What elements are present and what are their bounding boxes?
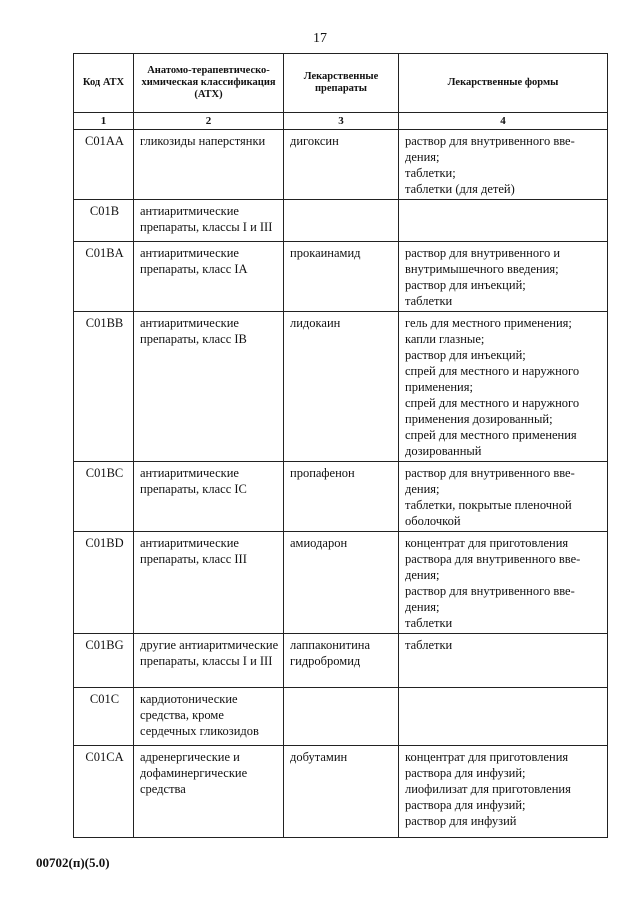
table-row — [74, 634, 608, 688]
dosage-forms-cell — [399, 462, 608, 532]
atc-code-cell: C01B — [74, 200, 134, 242]
table-row — [74, 746, 608, 838]
drug-name-cell: прокаинамид — [284, 242, 399, 312]
dosage-form-item: таблетки (для детей) — [405, 182, 515, 196]
classification-cell: антиаритмические препараты, класс III — [134, 532, 284, 634]
dosage-form-item: раствор для внутривенного вве-дения; — [405, 134, 575, 164]
drug-name-cell — [284, 688, 399, 746]
classification-cell: антиаритмические препараты, класс IC — [134, 462, 284, 532]
header-classification: Анатомо-терапевтическо-химическая классификация (АТХ) — [134, 54, 284, 113]
atc-code-cell: C01AA — [74, 130, 134, 200]
table-row — [74, 242, 608, 312]
atc-code-cell: C01BG — [74, 634, 134, 688]
column-number: 4 — [399, 113, 608, 130]
dosage-form-item: раствор для внутривенного вве-дения; — [405, 466, 575, 496]
drug-name-cell: пропафенон — [284, 462, 399, 532]
table-row — [74, 200, 608, 242]
table-row — [74, 462, 608, 532]
dosage-forms-cell — [399, 532, 608, 634]
atc-code-cell: C01BD — [74, 532, 134, 634]
dosage-forms-cell — [399, 242, 608, 312]
table-row — [74, 688, 608, 746]
dosage-form-item: раствор для инфузий — [405, 814, 517, 828]
header-code: Код АТХ — [74, 54, 134, 113]
atc-code-cell: C01BA — [74, 242, 134, 312]
dosage-form-item: таблетки; — [405, 166, 456, 180]
dosage-form-item: спрей для местного применения дозированный — [405, 428, 577, 458]
table-row — [74, 130, 608, 200]
column-number: 2 — [134, 113, 284, 130]
atc-table — [73, 53, 608, 838]
dosage-forms-cell — [399, 130, 608, 200]
drug-name-cell: амиодарон — [284, 532, 399, 634]
dosage-form-item: раствор для инъекций; — [405, 348, 526, 362]
dosage-forms-cell — [399, 200, 608, 242]
dosage-forms-cell — [399, 688, 608, 746]
table-row — [74, 312, 608, 462]
drug-name-cell — [284, 200, 399, 242]
header-forms: Лекарственные формы — [399, 54, 608, 113]
dosage-form-item: таблетки — [405, 294, 453, 308]
dosage-form-item: лиофилизат для приготовления раствора для инфузий; — [405, 782, 571, 812]
column-number-row — [74, 113, 608, 130]
atc-code-cell: C01BC — [74, 462, 134, 532]
dosage-form-item: спрей для местного и наружного применения; — [405, 364, 580, 394]
atc-code-cell: C01C — [74, 688, 134, 746]
drug-name-cell: лидокаин — [284, 312, 399, 462]
classification-cell: антиаритмические препараты, класс IA — [134, 242, 284, 312]
column-number: 1 — [74, 113, 134, 130]
dosage-form-item: таблетки — [405, 638, 453, 652]
dosage-form-item: раствор для внутривенного и внутримышечного введения; — [405, 246, 561, 276]
dosage-forms-cell — [399, 312, 608, 462]
dosage-forms-cell — [399, 746, 608, 838]
header-drugs: Лекарственные препараты — [284, 54, 399, 113]
header-row — [74, 54, 608, 113]
table-row — [74, 532, 608, 634]
drug-name-cell: лаппаконитина гидробромид — [284, 634, 399, 688]
column-number: 3 — [284, 113, 399, 130]
dosage-form-item: раствор для внутривенного вве-дения; — [405, 584, 575, 614]
dosage-form-item: концентрат для приготовления раствора для инфузий; — [405, 750, 569, 780]
dosage-form-item: гель для местного применения; — [405, 316, 572, 330]
atc-code-cell: C01CA — [74, 746, 134, 838]
classification-cell: антиаритмические препараты, класс IB — [134, 312, 284, 462]
page-number: 17 — [313, 31, 327, 46]
classification-cell: антиаритмические препараты, классы I и III — [134, 200, 284, 242]
atc-code-cell: C01BB — [74, 312, 134, 462]
dosage-form-item: таблетки, покрытые пленочной оболочкой — [405, 498, 572, 528]
dosage-form-item: раствор для инъекций; — [405, 278, 526, 292]
dosage-form-item: спрей для местного и наружного применения дозированный; — [405, 396, 580, 426]
classification-cell: адренергические и дофаминергические средства — [134, 746, 284, 838]
classification-cell: другие антиаритмические препараты, классы I и III — [134, 634, 284, 688]
classification-cell: гликозиды наперстянки — [134, 130, 284, 200]
dosage-form-item: таблетки — [405, 616, 453, 630]
document-footer-code: 00702(п)(5.0) — [36, 855, 110, 870]
dosage-form-item: капли глазные; — [405, 332, 485, 346]
classification-cell: кардиотонические средства, кроме сердечных гликозидов — [134, 688, 284, 746]
dosage-forms-cell — [399, 634, 608, 688]
dosage-form-item: концентрат для приготовления раствора для внутривенного вве-дения; — [405, 536, 581, 582]
drug-name-cell: добутамин — [284, 746, 399, 838]
drug-name-cell: дигоксин — [284, 130, 399, 200]
